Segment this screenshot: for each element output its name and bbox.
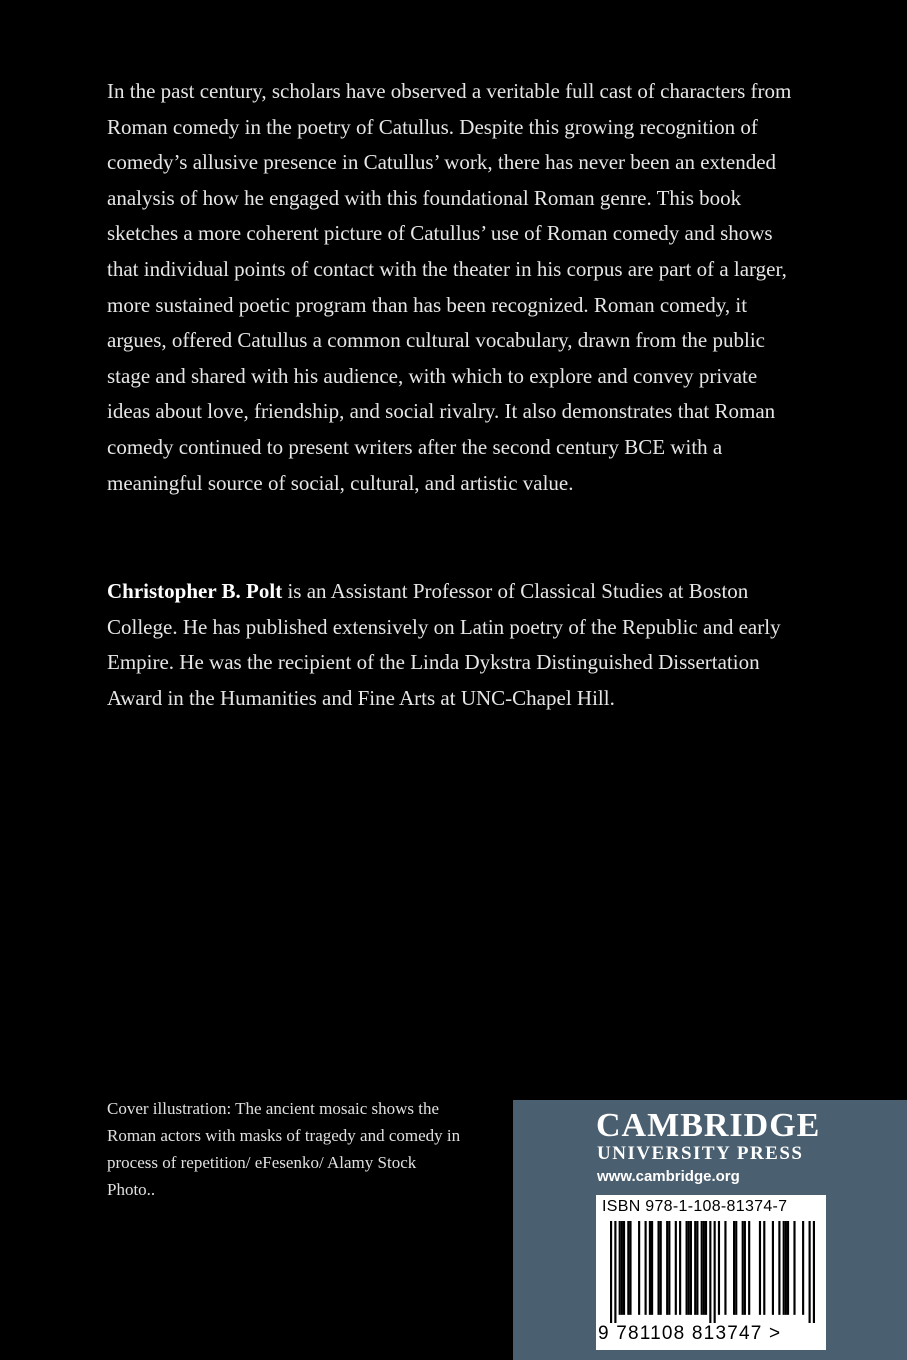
barcode-bar xyxy=(763,1221,765,1315)
barcode-bars xyxy=(610,1221,815,1323)
barcode-bar xyxy=(645,1221,647,1315)
barcode-bar xyxy=(783,1221,785,1315)
barcode-bar xyxy=(690,1221,692,1315)
publisher-subtitle: UNIVERSITY PRESS xyxy=(597,1143,804,1164)
barcode-bar xyxy=(614,1221,616,1323)
barcode-bar xyxy=(744,1221,746,1315)
publisher-panel xyxy=(513,1100,907,1360)
barcode-bar xyxy=(660,1221,662,1315)
barcode-bar xyxy=(627,1221,629,1315)
barcode-bar xyxy=(679,1221,681,1315)
barcode-bar xyxy=(686,1221,688,1315)
barcode-bar xyxy=(742,1221,744,1315)
barcode-bar xyxy=(621,1221,623,1315)
barcode-bar xyxy=(651,1221,653,1315)
barcode-bar xyxy=(772,1221,774,1315)
barcode-bar xyxy=(610,1221,612,1323)
barcode-bar xyxy=(809,1221,811,1323)
publisher-name: CAMBRIDGE xyxy=(596,1107,821,1144)
barcode-bar xyxy=(703,1221,705,1315)
isbn-label: ISBN 978-1-108-81374-7 xyxy=(602,1198,788,1215)
barcode-bar xyxy=(649,1221,651,1315)
book-description: In the past century, scholars have observed a veritable full cast of characters from Roman comedy in the poetry of Catullus. Despite this growing recognition of comedy’s allusive presence in Catullus’ work, there has never been an extended analysis of how he engaged with this foundational Roman genre. This book sketches a more coherent picture of Catullus’ use of Roman comedy and shows that individual points of contact with the theater in his corpus are part of a larger, more sustained poetic program than has been recognized. Roman comedy, it argues, offered Catullus a common cultural vocabulary, drawn from the public stage and shared with his audience, with which to explore and convey private ideas about love, friendship, and social rivalry. It also demonstrates that Roman comedy continued to present writers after the second century BCE with a meaningful source of social, cultural, and artistic value. xyxy=(107,79,792,495)
barcode-bar xyxy=(623,1221,625,1315)
author-bio xyxy=(107,574,797,716)
author-name: Christopher B. Polt xyxy=(107,579,283,603)
barcode-bar xyxy=(787,1221,789,1315)
barcode-bar xyxy=(733,1221,735,1315)
barcode-bar xyxy=(714,1221,716,1323)
barcode-bar xyxy=(675,1221,677,1315)
barcode-bar xyxy=(701,1221,703,1315)
barcode-bar xyxy=(666,1221,668,1315)
barcode-bar xyxy=(709,1221,711,1323)
barcode-bar xyxy=(668,1221,670,1315)
barcode-bar xyxy=(718,1221,720,1315)
barcode-digits: 9 781108 813747 > xyxy=(598,1323,782,1344)
barcode-bar xyxy=(724,1221,726,1315)
barcode-bar xyxy=(813,1221,815,1323)
barcode-bar xyxy=(688,1221,690,1315)
barcode-bar xyxy=(705,1221,707,1315)
barcode-bar xyxy=(629,1221,631,1315)
barcode-bar xyxy=(785,1221,787,1315)
barcode-bar xyxy=(619,1221,621,1315)
barcode-bar xyxy=(657,1221,659,1315)
barcode-bar xyxy=(696,1221,698,1315)
barcode-bar xyxy=(759,1221,761,1315)
barcode-bar xyxy=(802,1221,804,1315)
barcode-bar xyxy=(748,1221,750,1315)
barcode-box xyxy=(596,1195,826,1350)
barcode-bar xyxy=(735,1221,737,1315)
publisher-url: www.cambridge.org xyxy=(597,1168,740,1185)
barcode-bar xyxy=(793,1221,795,1315)
barcode-bar xyxy=(778,1221,780,1315)
author-bio-text: is an Assistant Professor of Classical Studies at Boston College. He has published extensively on Latin poetry of the Republic and early Empire. He was the recipient of the Linda Dykstra Distinguished Dissertation Award in the Humanities and Fine Arts at UNC-Chapel Hill. xyxy=(107,579,781,710)
barcode-bar xyxy=(694,1221,696,1315)
barcode-bar xyxy=(638,1221,640,1315)
cover-illustration-credit: Cover illustration: The ancient mosaic shows the Roman actors with masks of tragedy and comedy in process of repetition/ eFesenko/ Alamy Stock Photo.. xyxy=(107,1099,461,1199)
